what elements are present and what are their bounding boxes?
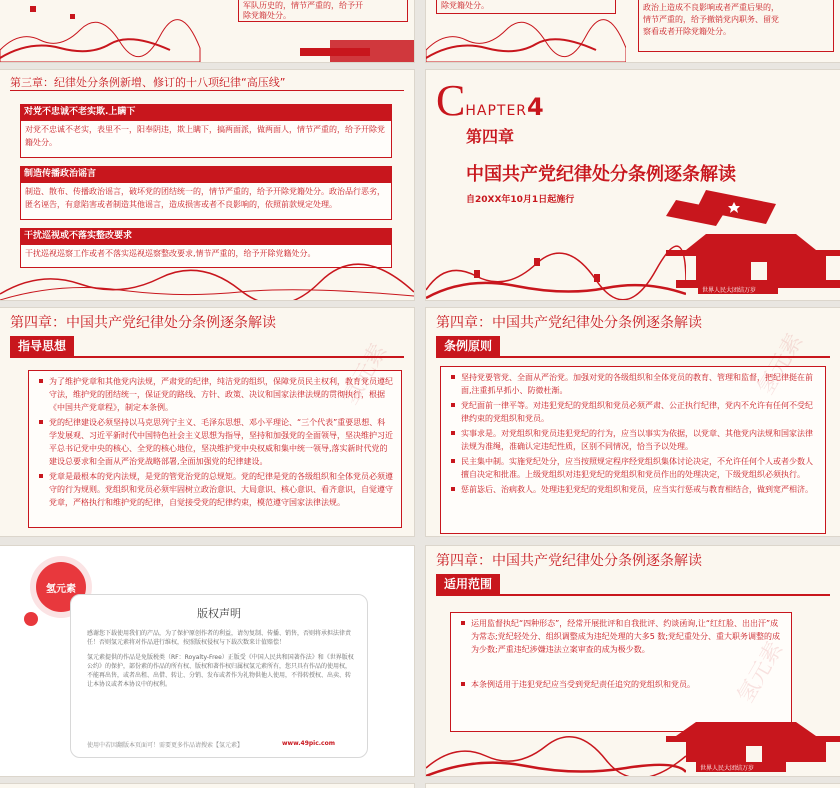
list-item: 为了维护党章和其他党内法规，严肃党的纪律，纯洁党的组织，保障党员民主权利，教育党员遵纪守法，维护党的团结统一，保证党的路线、方针、政策、决议和国家法律法规的贯彻执行，根据《中国共产党章程》，制定本条例。: [39, 375, 393, 414]
slide-title: 第三章：纪律处分条例新增、修订的十八项纪律“高压线”: [10, 76, 286, 89]
slide-title: 第四章：中国共产党纪律处分条例逐条解读: [10, 315, 276, 331]
watermark: 氢元素: [337, 339, 393, 410]
slide-copyright: [0, 546, 414, 776]
copyright-para: 氢元素提供的作品是免版税类（RF：Royalty-Free）正版受《中国人民共和国著作法》和《世界版权公约》的保护，部份素的作品的所有权、版权和著作权归属权氢元素所有，您只具有作品的使用权，不能再出售，或者出租、出借、转让、分销、发布或者作为礼物供他人使用，不得转授权、出卖、转让本协议或者本协议中的权利。: [87, 654, 354, 688]
slide-chapter3-redlines: [0, 70, 414, 300]
slide-title: 第四章：中国共产党纪律处分条例逐条解读: [436, 553, 702, 569]
list-item: 本条例适用于违犯党纪应当受到党纪责任追究的党组织和党员。: [461, 678, 783, 691]
section-body: 干扰巡视巡察工作或者不落实巡视巡察整改要求,情节严重的，给予开除党籍处分。: [20, 244, 392, 268]
great-wall-illustration: [426, 0, 626, 62]
slide-bottom-right: [426, 784, 840, 788]
slide-chapter4-cover: [426, 70, 840, 300]
text-line: 军队历史的，情节严重的，给予开: [243, 1, 363, 10]
chapter-title: 中国共产党纪律处分条例逐条解读: [466, 164, 736, 185]
slide-principles: [426, 308, 840, 536]
great-wall-illustration: [0, 260, 414, 300]
title-underline: [10, 90, 404, 91]
chapter-c: C: [436, 76, 466, 125]
watermark: 氢元素: [753, 329, 809, 400]
list-item: 党章是最根本的党内法规，是党的管党治党的总规矩。党的纪律是党的各级组织和全体党员必须遵守的行为规则。党组织和党员必须牢固树立政治意识、大局意识、核心意识、看齐意识，自觉遵守党章，严格执行和维护党的纪律，自觉接受党的纪律约束，模范遵守国家法律法规。: [39, 470, 393, 509]
list-item: 实事求是。对党组织和党员违犯党纪的行为，应当以事实为依据，以党章、其他党内法规和国家法律法规为准绳，准确认定违纪性质，区别不同情况，恰当予以处理。: [451, 427, 817, 453]
great-wall-illustration: [426, 726, 686, 776]
footer-link[interactable]: www.49pic.com: [282, 740, 335, 747]
tag-underline: [436, 594, 830, 596]
logo-text: 氢元素: [46, 584, 76, 595]
list-item: 党纪面前一律平等。对违犯党纪的党组织和党员必须严肃、公正执行纪律，党内不允许有任何不受纪律约束的党组织和党员。: [451, 399, 817, 425]
text-line: 政治上造成不良影响或者严重后果的，: [643, 3, 779, 12]
text-line: 察看或者开除党籍处分。: [643, 27, 731, 36]
great-wall-illustration: [0, 0, 414, 62]
decor-dot: [24, 612, 38, 626]
slide-bottom-left: [0, 784, 414, 788]
banner-text: 世界人民大团结万岁: [702, 287, 757, 294]
great-wall-illustration: [426, 240, 686, 300]
list-item: 党的纪律建设必须坚持以马克思列宁主义、毛泽东思想、邓小平理论、“三个代表”重要思想、科学发展观、习近平新时代中国特色社会主义思想为指导，坚持和加强党的全面领导，坚决维护习近平总书记党中央的核心、全党的核心地位，坚决维护党中央权威和集中统一领导,落实新时代党的建设总要求和全面从严治党战略部署,全面加强党的纪律建设。: [39, 416, 393, 468]
section-tag: 条例原则: [436, 336, 500, 356]
list-item: 运用监督执纪“四种形态”，经常开展批评和自我批评、约谈函询,让“红红脸、出出汗”成为常态;党纪轻处分、组织调整成为违纪处理的大多5 数;党纪重处分、重大职务调整的成为少数;严重违纪涉嫌违法立案审查的成为极少数。: [461, 617, 783, 656]
section-tag: 指导思想: [10, 336, 74, 356]
banner-text: 世界人民大团结万岁: [700, 765, 755, 772]
section-tag: 适用范围: [436, 574, 500, 594]
chapter-word: HAPTER: [465, 103, 528, 119]
copyright-footer: [87, 740, 355, 749]
section-head: 制造传播政治谣言: [20, 166, 392, 182]
chapter-number: 4: [527, 93, 544, 121]
list-item: 惩前毖后、治病救人。处理违犯党纪的党组织和党员，应当实行惩戒与教育相结合，做到宽严相济。: [451, 483, 817, 496]
text-line: 情节严重的，给予撤销党内职务、留党: [643, 15, 779, 24]
copyright-heading: 版权声明: [197, 607, 241, 620]
section-head: 干扰巡视或不落实整改要求: [20, 228, 392, 244]
chapter-heading: [436, 76, 544, 125]
slide-guiding-thought: [0, 308, 414, 536]
list-item: 民主集中制。实施党纪处分，应当按照规定程序经党组织集体讨论决定，不允许任何个人或者少数人擅自决定和批准。上级党组织对违犯党纪的党组织和党员作出的处理决定，下级党组织必须执行。: [451, 455, 817, 481]
text-line: 除党籍处分。: [243, 11, 291, 20]
list-item: 坚持党要管党、全面从严治党。加强对党的各级组织和全体党员的教育、管理和监督，把纪律挺在前面,注重抓早抓小、防微杜渐。: [451, 371, 817, 397]
text-line: 除党籍处分。: [441, 1, 489, 10]
watermark: 氢元素: [733, 637, 789, 708]
section-head: 对党不忠诚不老实欺.上瞒下: [20, 104, 392, 120]
footer-left: 使用中若因翻版本页面可！需要更多作品请搜索【氢元素】: [87, 742, 244, 749]
section-body: 制造、散布、传播政治谣言，破坏党的团结统一的，情节严重的，给予开除党籍处分。政治品行恶劣，匿名诬告，有意陷害或者制造其他谣言，造成损害或者不良影响的，依照前款规定处理。: [20, 182, 392, 220]
slide-title: 第四章：中国共产党纪律处分条例逐条解读: [436, 315, 702, 331]
chapter-subtitle: 自20XX年10月1日起施行: [466, 195, 575, 205]
top-right-text: [638, 0, 834, 52]
section-body: 对党不忠诚不老实，表里不一，阳奉阴违，欺上瞒下，搞两面派，做两面人，情节严重的，给予开除党籍处分。: [20, 120, 392, 158]
slide-top-right: [426, 0, 840, 62]
slide-scope: [426, 546, 840, 776]
slide-top-left: [0, 0, 414, 62]
copyright-card: [70, 594, 368, 758]
copyright-para: 感谢您下载使用我们的产品，为了保护原创作者的利益，请勿复制、传播、销售，否则将承担法律责任！否则氢元素将对作品进行维权，按照版权侵权与下载次数来计值赔偿！: [87, 630, 352, 646]
tag-underline: [10, 356, 404, 358]
chapter-label: 第四章: [466, 127, 515, 146]
